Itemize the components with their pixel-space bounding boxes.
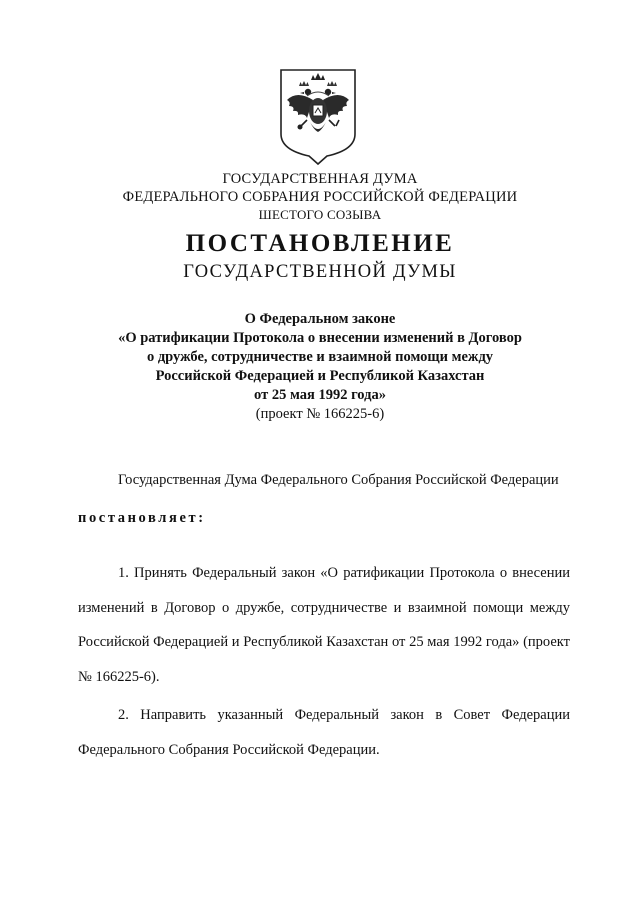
resolution-subject xyxy=(0,310,640,424)
resolution-item-1: 1. Принять Федеральный закон «О ратификации Протокола о внесении изменений в Договор о дружбе, сотрудничестве и взаимной помощи между Российской Федерацией и Республикой Казахстан от 25 мая 1992 года» (проект № 166225-6). xyxy=(78,565,570,685)
subject-line: О Федеральном законе xyxy=(244,311,396,327)
document-issuer-subtitle: ГОСУДАРСТВЕННОЙ ДУМЫ xyxy=(183,262,457,282)
document-type-title: ПОСТАНОВЛЕНИЕ xyxy=(185,230,455,257)
preamble-text: Государственная Дума Федерального Собрания Российской Федерации xyxy=(118,472,559,488)
org-name-line-1: ГОСУДАРСТВЕННАЯ ДУМА xyxy=(222,171,418,187)
subject-line: от 25 мая 1992 года» xyxy=(254,387,386,403)
subject-line: «О ратификации Протокола о внесении изменений в Договор xyxy=(118,330,522,346)
subject-line: Российской Федерацией и Республикой Казахстан xyxy=(155,368,485,384)
subject-line: о дружбе, сотрудничестве и взаимной помощи между xyxy=(146,349,494,365)
resolution-item-2: 2. Направить указанный Федеральный закон в Совет Федерации Федерального Собрания Российской Федерации. xyxy=(78,707,570,758)
org-name-line-2: ФЕДЕРАЛЬНОГО СОБРАНИЯ РОССИЙСКОЙ ФЕДЕРАЦИИ xyxy=(122,189,518,205)
russian-coat-of-arms-icon xyxy=(277,66,359,166)
convocation-line: ШЕСТОГО СОЗЫВА xyxy=(258,207,382,222)
decree-word: постановляет: xyxy=(78,510,206,526)
coat-of-arms-emblem xyxy=(277,66,359,166)
project-number: (проект № 166225-6) xyxy=(255,406,385,422)
